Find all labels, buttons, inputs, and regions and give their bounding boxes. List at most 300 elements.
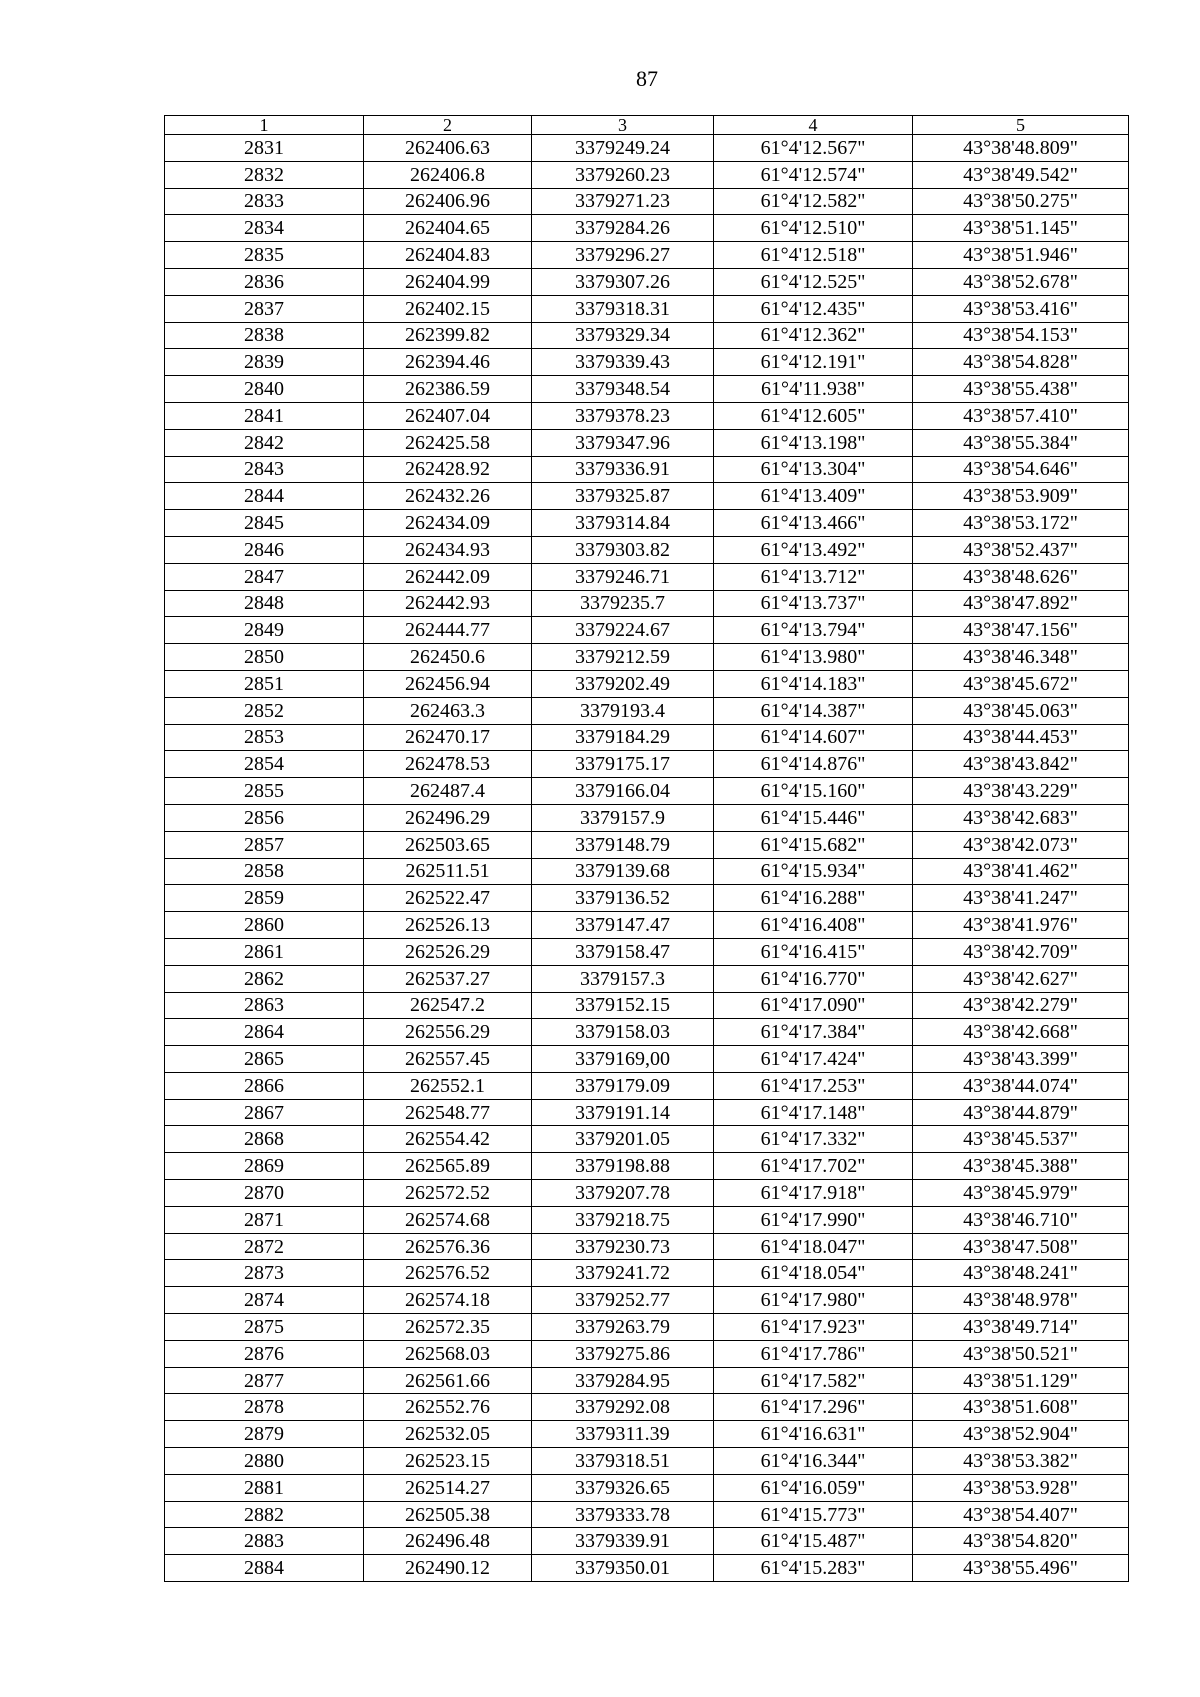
y-coordinate-cell: 3379339.43 (532, 349, 714, 376)
latitude-cell: 43°38'53.909" (913, 483, 1129, 510)
y-coordinate-cell: 3379218.75 (532, 1206, 714, 1233)
x-coordinate-cell: 262428.92 (364, 456, 532, 483)
table-header (165, 116, 1129, 135)
table-row (165, 1019, 1129, 1046)
point-number-cell: 2878 (165, 1394, 364, 1421)
y-coordinate-cell: 3379224.67 (532, 617, 714, 644)
x-coordinate-cell: 262548.77 (364, 1099, 532, 1126)
x-coordinate-cell: 262404.99 (364, 268, 532, 295)
longitude-cell: 61°4'12.362" (714, 322, 913, 349)
latitude-cell: 43°38'51.946" (913, 242, 1129, 269)
latitude-cell: 43°38'55.438" (913, 376, 1129, 403)
table-row (165, 1233, 1129, 1260)
y-coordinate-cell: 3379152.15 (532, 992, 714, 1019)
table-row (165, 804, 1129, 831)
column-header-3: 3 (532, 116, 714, 135)
column-header-2: 2 (364, 116, 532, 135)
point-number-cell: 2855 (165, 778, 364, 805)
longitude-cell: 61°4'16.415" (714, 938, 913, 965)
point-number-cell: 2866 (165, 1072, 364, 1099)
latitude-cell: 43°38'57.410" (913, 402, 1129, 429)
latitude-cell: 43°38'54.828" (913, 349, 1129, 376)
latitude-cell: 43°38'53.382" (913, 1448, 1129, 1475)
latitude-cell: 43°38'54.646" (913, 456, 1129, 483)
table-row (165, 483, 1129, 510)
table-row (165, 831, 1129, 858)
y-coordinate-cell: 3379314.84 (532, 510, 714, 537)
latitude-cell: 43°38'51.608" (913, 1394, 1129, 1421)
latitude-cell: 43°38'51.145" (913, 215, 1129, 242)
y-coordinate-cell: 3379191.14 (532, 1099, 714, 1126)
x-coordinate-cell: 262406.63 (364, 135, 532, 162)
point-number-cell: 2835 (165, 242, 364, 269)
point-number-cell: 2852 (165, 697, 364, 724)
x-coordinate-cell: 262456.94 (364, 670, 532, 697)
table-row (165, 429, 1129, 456)
point-number-cell: 2833 (165, 188, 364, 215)
latitude-cell: 43°38'47.892" (913, 590, 1129, 617)
table-row (165, 778, 1129, 805)
y-coordinate-cell: 3379333.78 (532, 1501, 714, 1528)
latitude-cell: 43°38'42.683" (913, 804, 1129, 831)
y-coordinate-cell: 3379249.24 (532, 135, 714, 162)
y-coordinate-cell: 3379158.47 (532, 938, 714, 965)
x-coordinate-cell: 262526.13 (364, 912, 532, 939)
longitude-cell: 61°4'16.631" (714, 1421, 913, 1448)
latitude-cell: 43°38'43.229" (913, 778, 1129, 805)
longitude-cell: 61°4'14.183" (714, 670, 913, 697)
y-coordinate-cell: 3379202.49 (532, 670, 714, 697)
table-row (165, 268, 1129, 295)
point-number-cell: 2884 (165, 1555, 364, 1582)
latitude-cell: 43°38'48.626" (913, 563, 1129, 590)
longitude-cell: 61°4'13.712" (714, 563, 913, 590)
point-number-cell: 2865 (165, 1046, 364, 1073)
longitude-cell: 61°4'13.304" (714, 456, 913, 483)
point-number-cell: 2873 (165, 1260, 364, 1287)
point-number-cell: 2849 (165, 617, 364, 644)
table-row (165, 563, 1129, 590)
table-body (165, 135, 1129, 1582)
table-row (165, 1287, 1129, 1314)
x-coordinate-cell: 262404.83 (364, 242, 532, 269)
x-coordinate-cell: 262568.03 (364, 1340, 532, 1367)
y-coordinate-cell: 3379292.08 (532, 1394, 714, 1421)
latitude-cell: 43°38'48.241" (913, 1260, 1129, 1287)
point-number-cell: 2881 (165, 1474, 364, 1501)
longitude-cell: 61°4'12.605" (714, 402, 913, 429)
y-coordinate-cell: 3379157.3 (532, 965, 714, 992)
y-coordinate-cell: 3379347.96 (532, 429, 714, 456)
point-number-cell: 2853 (165, 724, 364, 751)
latitude-cell: 43°38'55.496" (913, 1555, 1129, 1582)
latitude-cell: 43°38'52.678" (913, 268, 1129, 295)
longitude-cell: 61°4'17.582" (714, 1367, 913, 1394)
longitude-cell: 61°4'18.054" (714, 1260, 913, 1287)
x-coordinate-cell: 262487.4 (364, 778, 532, 805)
table-row (165, 135, 1129, 162)
table-row (165, 1260, 1129, 1287)
x-coordinate-cell: 262402.15 (364, 295, 532, 322)
table-row (165, 858, 1129, 885)
table-row (165, 590, 1129, 617)
point-number-cell: 2857 (165, 831, 364, 858)
y-coordinate-cell: 3379241.72 (532, 1260, 714, 1287)
table-row (165, 161, 1129, 188)
y-coordinate-cell: 3379179.09 (532, 1072, 714, 1099)
latitude-cell: 43°38'47.156" (913, 617, 1129, 644)
longitude-cell: 61°4'13.980" (714, 644, 913, 671)
longitude-cell: 61°4'13.198" (714, 429, 913, 456)
x-coordinate-cell: 262490.12 (364, 1555, 532, 1582)
table-row (165, 510, 1129, 537)
x-coordinate-cell: 262537.27 (364, 965, 532, 992)
latitude-cell: 43°38'46.348" (913, 644, 1129, 671)
table-row (165, 1555, 1129, 1582)
x-coordinate-cell: 262532.05 (364, 1421, 532, 1448)
point-number-cell: 2848 (165, 590, 364, 617)
x-coordinate-cell: 262576.52 (364, 1260, 532, 1287)
longitude-cell: 61°4'16.408" (714, 912, 913, 939)
latitude-cell: 43°38'42.627" (913, 965, 1129, 992)
y-coordinate-cell: 3379193.4 (532, 697, 714, 724)
longitude-cell: 61°4'15.934" (714, 858, 913, 885)
x-coordinate-cell: 262496.48 (364, 1528, 532, 1555)
x-coordinate-cell: 262557.45 (364, 1046, 532, 1073)
longitude-cell: 61°4'12.435" (714, 295, 913, 322)
latitude-cell: 43°38'42.709" (913, 938, 1129, 965)
y-coordinate-cell: 3379311.39 (532, 1421, 714, 1448)
longitude-cell: 61°4'17.980" (714, 1287, 913, 1314)
longitude-cell: 61°4'15.487" (714, 1528, 913, 1555)
longitude-cell: 61°4'16.344" (714, 1448, 913, 1475)
latitude-cell: 43°38'45.537" (913, 1126, 1129, 1153)
table-row (165, 697, 1129, 724)
x-coordinate-cell: 262404.65 (364, 215, 532, 242)
column-header-1: 1 (165, 116, 364, 135)
longitude-cell: 61°4'15.773" (714, 1501, 913, 1528)
point-number-cell: 2840 (165, 376, 364, 403)
y-coordinate-cell: 3379263.79 (532, 1314, 714, 1341)
point-number-cell: 2834 (165, 215, 364, 242)
x-coordinate-cell: 262561.66 (364, 1367, 532, 1394)
latitude-cell: 43°38'49.542" (913, 161, 1129, 188)
longitude-cell: 61°4'17.253" (714, 1072, 913, 1099)
point-number-cell: 2877 (165, 1367, 364, 1394)
table-row (165, 215, 1129, 242)
table-row (165, 456, 1129, 483)
longitude-cell: 61°4'13.466" (714, 510, 913, 537)
longitude-cell: 61°4'13.409" (714, 483, 913, 510)
longitude-cell: 61°4'12.574" (714, 161, 913, 188)
latitude-cell: 43°38'42.073" (913, 831, 1129, 858)
latitude-cell: 43°38'53.172" (913, 510, 1129, 537)
y-coordinate-cell: 3379260.23 (532, 161, 714, 188)
x-coordinate-cell: 262503.65 (364, 831, 532, 858)
latitude-cell: 43°38'43.399" (913, 1046, 1129, 1073)
latitude-cell: 43°38'45.388" (913, 1153, 1129, 1180)
x-coordinate-cell: 262511.51 (364, 858, 532, 885)
x-coordinate-cell: 262432.26 (364, 483, 532, 510)
table-row (165, 1314, 1129, 1341)
x-coordinate-cell: 262565.89 (364, 1153, 532, 1180)
y-coordinate-cell: 3379201.05 (532, 1126, 714, 1153)
y-coordinate-cell: 3379184.29 (532, 724, 714, 751)
x-coordinate-cell: 262572.35 (364, 1314, 532, 1341)
x-coordinate-cell: 262407.04 (364, 402, 532, 429)
table-row (165, 1046, 1129, 1073)
table-row (165, 670, 1129, 697)
point-number-cell: 2856 (165, 804, 364, 831)
y-coordinate-cell: 3379147.47 (532, 912, 714, 939)
longitude-cell: 61°4'12.582" (714, 188, 913, 215)
longitude-cell: 61°4'12.525" (714, 268, 913, 295)
latitude-cell: 43°38'44.074" (913, 1072, 1129, 1099)
latitude-cell: 43°38'42.279" (913, 992, 1129, 1019)
y-coordinate-cell: 3379175.17 (532, 751, 714, 778)
x-coordinate-cell: 262552.76 (364, 1394, 532, 1421)
longitude-cell: 61°4'17.786" (714, 1340, 913, 1367)
x-coordinate-cell: 262434.93 (364, 536, 532, 563)
table-row (165, 617, 1129, 644)
table-row (165, 724, 1129, 751)
y-coordinate-cell: 3379271.23 (532, 188, 714, 215)
point-number-cell: 2850 (165, 644, 364, 671)
longitude-cell: 61°4'17.702" (714, 1153, 913, 1180)
y-coordinate-cell: 3379318.31 (532, 295, 714, 322)
header-row (165, 116, 1129, 135)
x-coordinate-cell: 262399.82 (364, 322, 532, 349)
longitude-cell: 61°4'11.938" (714, 376, 913, 403)
table-row (165, 402, 1129, 429)
table-row (165, 1099, 1129, 1126)
y-coordinate-cell: 3379207.78 (532, 1180, 714, 1207)
latitude-cell: 43°38'41.462" (913, 858, 1129, 885)
y-coordinate-cell: 3379284.95 (532, 1367, 714, 1394)
x-coordinate-cell: 262450.6 (364, 644, 532, 671)
longitude-cell: 61°4'12.567" (714, 135, 913, 162)
table-row (165, 295, 1129, 322)
table-row (165, 1421, 1129, 1448)
longitude-cell: 61°4'17.296" (714, 1394, 913, 1421)
longitude-cell: 61°4'17.384" (714, 1019, 913, 1046)
y-coordinate-cell: 3379339.91 (532, 1528, 714, 1555)
y-coordinate-cell: 3379166.04 (532, 778, 714, 805)
point-number-cell: 2874 (165, 1287, 364, 1314)
longitude-cell: 61°4'16.770" (714, 965, 913, 992)
column-header-5: 5 (913, 116, 1129, 135)
coordinates-table (164, 115, 1129, 1582)
table-row (165, 1501, 1129, 1528)
table-row (165, 965, 1129, 992)
y-coordinate-cell: 3379378.23 (532, 402, 714, 429)
y-coordinate-cell: 3379326.65 (532, 1474, 714, 1501)
x-coordinate-cell: 262434.09 (364, 510, 532, 537)
longitude-cell: 61°4'15.682" (714, 831, 913, 858)
latitude-cell: 43°38'48.809" (913, 135, 1129, 162)
point-number-cell: 2870 (165, 1180, 364, 1207)
point-number-cell: 2851 (165, 670, 364, 697)
x-coordinate-cell: 262572.52 (364, 1180, 532, 1207)
table-row (165, 1180, 1129, 1207)
latitude-cell: 43°38'54.153" (913, 322, 1129, 349)
x-coordinate-cell: 262478.53 (364, 751, 532, 778)
point-number-cell: 2863 (165, 992, 364, 1019)
point-number-cell: 2837 (165, 295, 364, 322)
x-coordinate-cell: 262505.38 (364, 1501, 532, 1528)
table-row (165, 1448, 1129, 1475)
x-coordinate-cell: 262425.58 (364, 429, 532, 456)
latitude-cell: 43°38'42.668" (913, 1019, 1129, 1046)
point-number-cell: 2861 (165, 938, 364, 965)
latitude-cell: 43°38'52.904" (913, 1421, 1129, 1448)
latitude-cell: 43°38'49.714" (913, 1314, 1129, 1341)
page-number: 87 (636, 66, 658, 91)
latitude-cell: 43°38'54.407" (913, 1501, 1129, 1528)
x-coordinate-cell: 262576.36 (364, 1233, 532, 1260)
latitude-cell: 43°38'44.879" (913, 1099, 1129, 1126)
latitude-cell: 43°38'55.384" (913, 429, 1129, 456)
point-number-cell: 2860 (165, 912, 364, 939)
y-coordinate-cell: 3379198.88 (532, 1153, 714, 1180)
table-row (165, 1072, 1129, 1099)
longitude-cell: 61°4'17.918" (714, 1180, 913, 1207)
x-coordinate-cell: 262406.8 (364, 161, 532, 188)
longitude-cell: 61°4'17.923" (714, 1314, 913, 1341)
latitude-cell: 43°38'48.978" (913, 1287, 1129, 1314)
point-number-cell: 2867 (165, 1099, 364, 1126)
point-number-cell: 2858 (165, 858, 364, 885)
longitude-cell: 61°4'16.059" (714, 1474, 913, 1501)
longitude-cell: 61°4'14.876" (714, 751, 913, 778)
x-coordinate-cell: 262522.47 (364, 885, 532, 912)
point-number-cell: 2876 (165, 1340, 364, 1367)
table-row (165, 1528, 1129, 1555)
table-row (165, 536, 1129, 563)
y-coordinate-cell: 3379158.03 (532, 1019, 714, 1046)
point-number-cell: 2872 (165, 1233, 364, 1260)
point-number-cell: 2838 (165, 322, 364, 349)
point-number-cell: 2883 (165, 1528, 364, 1555)
y-coordinate-cell: 3379169,00 (532, 1046, 714, 1073)
point-number-cell: 2842 (165, 429, 364, 456)
latitude-cell: 43°38'50.275" (913, 188, 1129, 215)
longitude-cell: 61°4'13.737" (714, 590, 913, 617)
table-row (165, 1206, 1129, 1233)
table-row (165, 644, 1129, 671)
longitude-cell: 61°4'12.518" (714, 242, 913, 269)
table-row (165, 992, 1129, 1019)
table-row (165, 242, 1129, 269)
x-coordinate-cell: 262574.18 (364, 1287, 532, 1314)
latitude-cell: 43°38'44.453" (913, 724, 1129, 751)
x-coordinate-cell: 262406.96 (364, 188, 532, 215)
table-row (165, 1153, 1129, 1180)
longitude-cell: 61°4'15.446" (714, 804, 913, 831)
point-number-cell: 2831 (165, 135, 364, 162)
longitude-cell: 61°4'18.047" (714, 1233, 913, 1260)
point-number-cell: 2839 (165, 349, 364, 376)
point-number-cell: 2862 (165, 965, 364, 992)
latitude-cell: 43°38'50.521" (913, 1340, 1129, 1367)
latitude-cell: 43°38'53.928" (913, 1474, 1129, 1501)
y-coordinate-cell: 3379212.59 (532, 644, 714, 671)
x-coordinate-cell: 262526.29 (364, 938, 532, 965)
x-coordinate-cell: 262552.1 (364, 1072, 532, 1099)
latitude-cell: 43°38'51.129" (913, 1367, 1129, 1394)
y-coordinate-cell: 3379235.7 (532, 590, 714, 617)
x-coordinate-cell: 262442.93 (364, 590, 532, 617)
y-coordinate-cell: 3379325.87 (532, 483, 714, 510)
x-coordinate-cell: 262574.68 (364, 1206, 532, 1233)
latitude-cell: 43°38'52.437" (913, 536, 1129, 563)
table-row (165, 912, 1129, 939)
longitude-cell: 61°4'15.160" (714, 778, 913, 805)
latitude-cell: 43°38'53.416" (913, 295, 1129, 322)
x-coordinate-cell: 262556.29 (364, 1019, 532, 1046)
y-coordinate-cell: 3379136.52 (532, 885, 714, 912)
y-coordinate-cell: 3379307.26 (532, 268, 714, 295)
point-number-cell: 2859 (165, 885, 364, 912)
point-number-cell: 2869 (165, 1153, 364, 1180)
point-number-cell: 2868 (165, 1126, 364, 1153)
table-row (165, 1367, 1129, 1394)
point-number-cell: 2832 (165, 161, 364, 188)
x-coordinate-cell: 262386.59 (364, 376, 532, 403)
y-coordinate-cell: 3379296.27 (532, 242, 714, 269)
latitude-cell: 43°38'43.842" (913, 751, 1129, 778)
latitude-cell: 43°38'45.063" (913, 697, 1129, 724)
table-row (165, 188, 1129, 215)
latitude-cell: 43°38'45.979" (913, 1180, 1129, 1207)
longitude-cell: 61°4'17.990" (714, 1206, 913, 1233)
x-coordinate-cell: 262547.2 (364, 992, 532, 1019)
y-coordinate-cell: 3379230.73 (532, 1233, 714, 1260)
point-number-cell: 2880 (165, 1448, 364, 1475)
x-coordinate-cell: 262442.09 (364, 563, 532, 590)
longitude-cell: 61°4'17.424" (714, 1046, 913, 1073)
x-coordinate-cell: 262444.77 (364, 617, 532, 644)
column-header-4: 4 (714, 116, 913, 135)
point-number-cell: 2879 (165, 1421, 364, 1448)
table-row (165, 885, 1129, 912)
longitude-cell: 61°4'17.090" (714, 992, 913, 1019)
latitude-cell: 43°38'41.247" (913, 885, 1129, 912)
point-number-cell: 2875 (165, 1314, 364, 1341)
x-coordinate-cell: 262470.17 (364, 724, 532, 751)
y-coordinate-cell: 3379336.91 (532, 456, 714, 483)
point-number-cell: 2843 (165, 456, 364, 483)
y-coordinate-cell: 3379275.86 (532, 1340, 714, 1367)
longitude-cell: 61°4'16.288" (714, 885, 913, 912)
point-number-cell: 2864 (165, 1019, 364, 1046)
y-coordinate-cell: 3379246.71 (532, 563, 714, 590)
table-row (165, 1474, 1129, 1501)
table-row (165, 349, 1129, 376)
point-number-cell: 2836 (165, 268, 364, 295)
latitude-cell: 43°38'54.820" (913, 1528, 1129, 1555)
x-coordinate-cell: 262394.46 (364, 349, 532, 376)
x-coordinate-cell: 262496.29 (364, 804, 532, 831)
longitude-cell: 61°4'17.332" (714, 1126, 913, 1153)
table-row (165, 376, 1129, 403)
x-coordinate-cell: 262554.42 (364, 1126, 532, 1153)
point-number-cell: 2845 (165, 510, 364, 537)
y-coordinate-cell: 3379252.77 (532, 1287, 714, 1314)
x-coordinate-cell: 262523.15 (364, 1448, 532, 1475)
table-row (165, 1340, 1129, 1367)
point-number-cell: 2854 (165, 751, 364, 778)
